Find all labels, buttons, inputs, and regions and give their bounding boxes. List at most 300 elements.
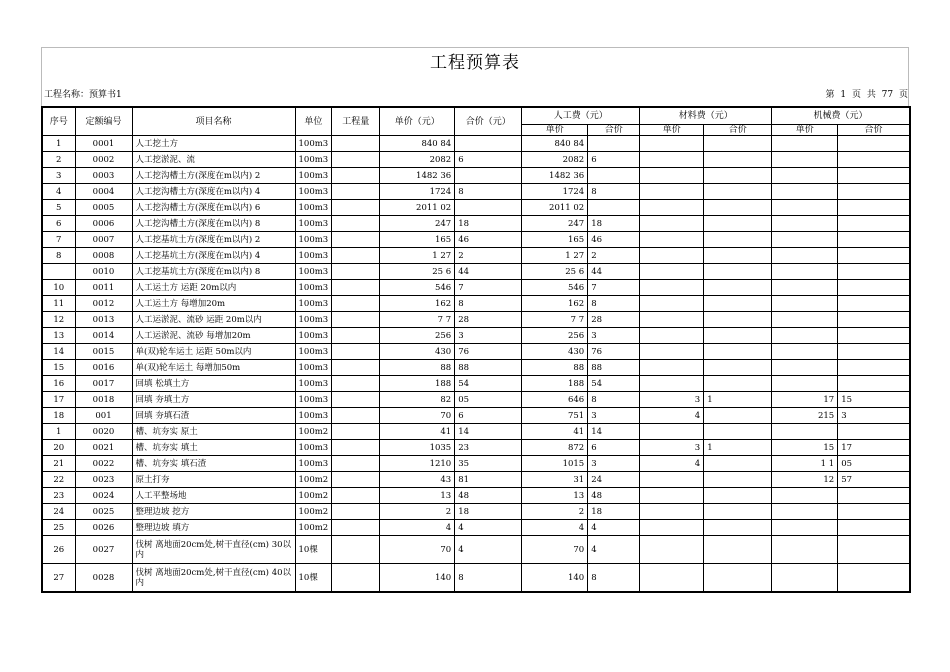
unit-cell: 100m3 <box>295 264 332 280</box>
quantity-cell <box>332 424 380 440</box>
material-unit-cell <box>640 504 704 520</box>
material-unit-cell <box>640 344 704 360</box>
total-cell: 18 <box>455 216 522 232</box>
material-total-cell <box>704 328 772 344</box>
unit-cell: 100m3 <box>295 360 332 376</box>
machine-unit-cell <box>772 296 838 312</box>
table-row <box>42 344 910 360</box>
labor-unit-cell: 7 7 <box>522 312 588 328</box>
machine-unit-cell <box>772 216 838 232</box>
name-cell: 人工挖基坑土方(深度在m以内) 2 <box>132 232 295 248</box>
labor-unit-cell: 2 <box>522 504 588 520</box>
material-unit-cell <box>640 536 704 564</box>
material-unit-cell <box>640 520 704 536</box>
quantity-cell <box>332 392 380 408</box>
unit-price-cell: 1482 36 <box>380 168 455 184</box>
header-row-1 <box>42 107 910 125</box>
machine-unit-cell <box>772 564 838 593</box>
material-unit-cell <box>640 564 704 593</box>
code-cell: 0004 <box>75 184 132 200</box>
unit-cell: 10棵 <box>295 564 332 593</box>
unit-cell: 100m2 <box>295 520 332 536</box>
labor-total-cell: 3 <box>588 456 640 472</box>
total-cell: 8 <box>455 564 522 593</box>
machine-unit-cell <box>772 232 838 248</box>
machine-unit-cell: 1 1 <box>772 456 838 472</box>
machine-total-cell <box>838 504 910 520</box>
unit-price-cell: 70 <box>380 536 455 564</box>
unit-price-cell: 4 <box>380 520 455 536</box>
table-row <box>42 152 910 168</box>
material-unit-cell <box>640 488 704 504</box>
name-cell: 整理边坡 挖方 <box>132 504 295 520</box>
seq-cell: 8 <box>42 248 75 264</box>
quantity-cell <box>332 440 380 456</box>
quantity-cell <box>332 376 380 392</box>
name-cell: 人工运土方 每增加20m <box>132 296 295 312</box>
machine-total-cell: 57 <box>838 472 910 488</box>
table-row <box>42 520 910 536</box>
material-total-cell <box>704 360 772 376</box>
quantity-cell <box>332 264 380 280</box>
labor-unit-cell: 188 <box>522 376 588 392</box>
machine-unit-cell <box>772 280 838 296</box>
labor-total-cell <box>588 136 640 152</box>
labor-unit-cell: 1 27 <box>522 248 588 264</box>
machine-total-cell <box>838 344 910 360</box>
machine-unit-cell <box>772 328 838 344</box>
material-total-cell <box>704 424 772 440</box>
unit-cell: 100m3 <box>295 328 332 344</box>
project-name: 工程名称：预算书1 <box>44 90 122 100</box>
code-cell: 0026 <box>75 520 132 536</box>
quantity-cell <box>332 504 380 520</box>
labor-unit-cell: 13 <box>522 488 588 504</box>
labor-unit-cell: 70 <box>522 536 588 564</box>
table-row <box>42 456 910 472</box>
total-cell: 4 <box>455 536 522 564</box>
header-labor-total: 合价 <box>588 125 640 136</box>
seq-cell: 1 <box>42 424 75 440</box>
header-labor: 人工费（元） <box>522 107 640 125</box>
machine-unit-cell <box>772 376 838 392</box>
material-total-cell <box>704 232 772 248</box>
machine-total-cell <box>838 136 910 152</box>
total-cell: 05 <box>455 392 522 408</box>
table-row <box>42 536 910 564</box>
machine-unit-cell <box>772 184 838 200</box>
unit-cell: 100m3 <box>295 376 332 392</box>
machine-total-cell <box>838 264 910 280</box>
seq-cell: 10 <box>42 280 75 296</box>
material-unit-cell: 4 <box>640 456 704 472</box>
quantity-cell <box>332 360 380 376</box>
code-cell: 0007 <box>75 232 132 248</box>
code-cell: 0027 <box>75 536 132 564</box>
name-cell: 人工挖淤泥、流 <box>132 152 295 168</box>
labor-total-cell: 8 <box>588 392 640 408</box>
table-row <box>42 312 910 328</box>
name-cell: 人工运淤泥、流砂 每增加20m <box>132 328 295 344</box>
labor-unit-cell: 4 <box>522 520 588 536</box>
name-cell: 原土打夯 <box>132 472 295 488</box>
table-row <box>42 184 910 200</box>
code-cell: 0002 <box>75 152 132 168</box>
unit-cell: 100m3 <box>295 296 332 312</box>
material-total-cell <box>704 264 772 280</box>
machine-total-cell <box>838 200 910 216</box>
quantity-cell <box>332 136 380 152</box>
quantity-cell <box>332 472 380 488</box>
total-cell: 2 <box>455 248 522 264</box>
material-total-cell <box>704 136 772 152</box>
name-cell: 人工挖土方 <box>132 136 295 152</box>
material-total-cell: 1 <box>704 440 772 456</box>
name-cell: 人工挖沟槽土方(深度在m以内) 2 <box>132 168 295 184</box>
labor-total-cell: 24 <box>588 472 640 488</box>
table-row <box>42 280 910 296</box>
header-machine-unit: 单价 <box>772 125 838 136</box>
unit-price-cell: 2 <box>380 504 455 520</box>
machine-total-cell <box>838 184 910 200</box>
material-total-cell <box>704 296 772 312</box>
unit-price-cell: 256 <box>380 328 455 344</box>
header-material: 材料费（元） <box>640 107 772 125</box>
total-cell: 76 <box>455 344 522 360</box>
labor-unit-cell: 1724 <box>522 184 588 200</box>
machine-unit-cell <box>772 344 838 360</box>
labor-total-cell: 4 <box>588 520 640 536</box>
material-unit-cell <box>640 264 704 280</box>
name-cell: 人工挖沟槽土方(深度在m以内) 6 <box>132 200 295 216</box>
unit-price-cell: 140 <box>380 564 455 593</box>
code-cell: 0010 <box>75 264 132 280</box>
header-seq: 序号 <box>42 107 75 136</box>
machine-unit-cell: 12 <box>772 472 838 488</box>
material-total-cell <box>704 520 772 536</box>
name-cell: 人工挖基坑土方(深度在m以内) 4 <box>132 248 295 264</box>
seq-cell: 4 <box>42 184 75 200</box>
machine-unit-cell <box>772 488 838 504</box>
labor-total-cell: 8 <box>588 564 640 593</box>
unit-cell: 100m2 <box>295 488 332 504</box>
name-cell: 整理边坡 填方 <box>132 520 295 536</box>
material-total-cell <box>704 184 772 200</box>
total-cell: 48 <box>455 488 522 504</box>
seq-cell: 18 <box>42 408 75 424</box>
machine-total-cell <box>838 248 910 264</box>
code-cell: 0018 <box>75 392 132 408</box>
code-cell: 0016 <box>75 360 132 376</box>
total-cell: 88 <box>455 360 522 376</box>
code-cell: 001 <box>75 408 132 424</box>
machine-total-cell <box>838 328 910 344</box>
machine-total-cell <box>838 488 910 504</box>
machine-total-cell <box>838 376 910 392</box>
seq-cell: 2 <box>42 152 75 168</box>
table-row <box>42 376 910 392</box>
labor-unit-cell: 162 <box>522 296 588 312</box>
material-total-cell <box>704 344 772 360</box>
quantity-cell <box>332 536 380 564</box>
material-unit-cell <box>640 232 704 248</box>
table-row <box>42 248 910 264</box>
code-cell: 0023 <box>75 472 132 488</box>
labor-unit-cell: 1015 <box>522 456 588 472</box>
material-total-cell <box>704 408 772 424</box>
seq-cell: 11 <box>42 296 75 312</box>
unit-price-cell: 1210 <box>380 456 455 472</box>
labor-total-cell: 28 <box>588 312 640 328</box>
unit-cell: 100m3 <box>295 168 332 184</box>
seq-cell: 3 <box>42 168 75 184</box>
seq-cell: 22 <box>42 472 75 488</box>
unit-cell: 100m3 <box>295 344 332 360</box>
labor-unit-cell: 140 <box>522 564 588 593</box>
labor-total-cell: 76 <box>588 344 640 360</box>
quantity-cell <box>332 152 380 168</box>
material-total-cell <box>704 564 772 593</box>
total-cell <box>455 136 522 152</box>
labor-unit-cell: 25 6 <box>522 264 588 280</box>
table-row <box>42 408 910 424</box>
header-code: 定额编号 <box>75 107 132 136</box>
seq-cell: 27 <box>42 564 75 593</box>
machine-total-cell <box>838 424 910 440</box>
unit-price-cell: 247 <box>380 216 455 232</box>
seq-cell: 13 <box>42 328 75 344</box>
quantity-cell <box>332 408 380 424</box>
labor-unit-cell: 430 <box>522 344 588 360</box>
labor-total-cell <box>588 168 640 184</box>
material-unit-cell <box>640 280 704 296</box>
page-title: 工程预算表 <box>430 53 520 73</box>
material-total-cell <box>704 168 772 184</box>
seq-cell: 25 <box>42 520 75 536</box>
table-row <box>42 232 910 248</box>
labor-total-cell: 7 <box>588 280 640 296</box>
total-cell: 35 <box>455 456 522 472</box>
total-cell: 54 <box>455 376 522 392</box>
labor-unit-cell: 41 <box>522 424 588 440</box>
material-unit-cell <box>640 296 704 312</box>
labor-unit-cell: 31 <box>522 472 588 488</box>
code-cell: 0006 <box>75 216 132 232</box>
labor-total-cell: 4 <box>588 536 640 564</box>
quantity-cell <box>332 248 380 264</box>
total-cell <box>455 200 522 216</box>
machine-total-cell <box>838 312 910 328</box>
material-total-cell <box>704 216 772 232</box>
unit-cell: 100m3 <box>295 136 332 152</box>
unit-cell: 100m2 <box>295 504 332 520</box>
labor-total-cell: 2 <box>588 248 640 264</box>
machine-total-cell <box>838 216 910 232</box>
unit-price-cell: 430 <box>380 344 455 360</box>
table-row <box>42 264 910 280</box>
machine-unit-cell <box>772 360 838 376</box>
machine-total-cell <box>838 152 910 168</box>
labor-unit-cell: 2011 02 <box>522 200 588 216</box>
unit-cell: 100m3 <box>295 392 332 408</box>
machine-unit-cell <box>772 520 838 536</box>
unit-cell: 100m3 <box>295 200 332 216</box>
table-row <box>42 200 910 216</box>
quantity-cell <box>332 312 380 328</box>
machine-unit-cell <box>772 136 838 152</box>
name-cell: 槽、坑夯实 填土 <box>132 440 295 456</box>
name-cell: 伐树 离地面20cm处,树干直径(cm) 30以内 <box>132 536 295 564</box>
machine-unit-cell <box>772 424 838 440</box>
name-cell: 人工平整场地 <box>132 488 295 504</box>
seq-cell: 26 <box>42 536 75 564</box>
labor-unit-cell: 1482 36 <box>522 168 588 184</box>
unit-cell: 100m3 <box>295 216 332 232</box>
material-unit-cell <box>640 328 704 344</box>
header-unit-price: 单价（元） <box>380 107 455 136</box>
unit-price-cell: 70 <box>380 408 455 424</box>
material-unit-cell <box>640 168 704 184</box>
quantity-cell <box>332 488 380 504</box>
machine-total-cell <box>838 232 910 248</box>
seq-cell: 24 <box>42 504 75 520</box>
header-machine: 机械费（元） <box>772 107 910 125</box>
seq-cell: 5 <box>42 200 75 216</box>
labor-total-cell: 3 <box>588 408 640 424</box>
table-row <box>42 440 910 456</box>
machine-unit-cell: 17 <box>772 392 838 408</box>
header-unit: 单位 <box>295 107 332 136</box>
unit-price-cell: 13 <box>380 488 455 504</box>
total-cell: 6 <box>455 408 522 424</box>
table-row <box>42 136 910 152</box>
machine-unit-cell: 215 <box>772 408 838 424</box>
code-cell: 0001 <box>75 136 132 152</box>
header-machine-total: 合价 <box>838 125 910 136</box>
code-cell: 0022 <box>75 456 132 472</box>
machine-total-cell: 15 <box>838 392 910 408</box>
material-unit-cell: 3 <box>640 392 704 408</box>
labor-unit-cell: 872 <box>522 440 588 456</box>
header-material-total: 合价 <box>704 125 772 136</box>
seq-cell: 15 <box>42 360 75 376</box>
code-cell: 0008 <box>75 248 132 264</box>
machine-unit-cell <box>772 536 838 564</box>
quantity-cell <box>332 216 380 232</box>
budget-table <box>41 106 911 593</box>
table-row <box>42 328 910 344</box>
seq-cell: 6 <box>42 216 75 232</box>
code-cell: 0024 <box>75 488 132 504</box>
machine-unit-cell <box>772 504 838 520</box>
machine-total-cell <box>838 296 910 312</box>
material-total-cell <box>704 456 772 472</box>
quantity-cell <box>332 328 380 344</box>
unit-price-cell: 2082 <box>380 152 455 168</box>
table-row <box>42 424 910 440</box>
material-unit-cell <box>640 248 704 264</box>
material-unit-cell <box>640 152 704 168</box>
machine-total-cell <box>838 280 910 296</box>
quantity-cell <box>332 280 380 296</box>
unit-cell: 100m3 <box>295 152 332 168</box>
labor-total-cell: 54 <box>588 376 640 392</box>
unit-price-cell: 546 <box>380 280 455 296</box>
unit-price-cell: 1 27 <box>380 248 455 264</box>
labor-total-cell <box>588 200 640 216</box>
material-unit-cell <box>640 136 704 152</box>
name-cell: 单(双)轮车运土 运距 50m以内 <box>132 344 295 360</box>
machine-total-cell: 17 <box>838 440 910 456</box>
name-cell: 回填 夯填石渣 <box>132 408 295 424</box>
labor-total-cell: 6 <box>588 440 640 456</box>
page-info: 第 1 页 共 77 页 <box>825 90 908 100</box>
material-unit-cell <box>640 360 704 376</box>
unit-cell: 100m3 <box>295 280 332 296</box>
seq-cell: 1 <box>42 136 75 152</box>
table-row <box>42 392 910 408</box>
unit-price-cell: 7 7 <box>380 312 455 328</box>
total-cell: 81 <box>455 472 522 488</box>
seq-cell: 12 <box>42 312 75 328</box>
table-row <box>42 564 910 593</box>
labor-unit-cell: 646 <box>522 392 588 408</box>
code-cell: 0003 <box>75 168 132 184</box>
quantity-cell <box>332 184 380 200</box>
material-total-cell <box>704 472 772 488</box>
unit-cell: 100m3 <box>295 440 332 456</box>
unit-price-cell: 840 84 <box>380 136 455 152</box>
code-cell: 0013 <box>75 312 132 328</box>
seq-cell: 7 <box>42 232 75 248</box>
unit-price-cell: 43 <box>380 472 455 488</box>
name-cell: 回填 松填土方 <box>132 376 295 392</box>
quantity-cell <box>332 232 380 248</box>
name-cell: 人工挖沟槽土方(深度在m以内) 4 <box>132 184 295 200</box>
material-total-cell: 1 <box>704 392 772 408</box>
quantity-cell <box>332 168 380 184</box>
unit-price-cell: 188 <box>380 376 455 392</box>
labor-unit-cell: 2082 <box>522 152 588 168</box>
total-cell: 4 <box>455 520 522 536</box>
seq-cell: 21 <box>42 456 75 472</box>
material-unit-cell <box>640 376 704 392</box>
name-cell: 人工运土方 运距 20m以内 <box>132 280 295 296</box>
unit-cell: 100m2 <box>295 424 332 440</box>
unit-price-cell: 88 <box>380 360 455 376</box>
material-total-cell <box>704 376 772 392</box>
seq-cell: 23 <box>42 488 75 504</box>
table-row <box>42 216 910 232</box>
name-cell: 人工运淤泥、流砂 运距 20m以内 <box>132 312 295 328</box>
labor-total-cell: 3 <box>588 328 640 344</box>
labor-total-cell: 18 <box>588 216 640 232</box>
material-unit-cell: 4 <box>640 408 704 424</box>
total-cell: 28 <box>455 312 522 328</box>
code-cell: 0028 <box>75 564 132 593</box>
machine-total-cell <box>838 564 910 593</box>
total-cell: 18 <box>455 504 522 520</box>
total-cell: 3 <box>455 328 522 344</box>
material-total-cell <box>704 536 772 564</box>
unit-cell: 100m2 <box>295 472 332 488</box>
unit-price-cell: 165 <box>380 232 455 248</box>
header-material-unit: 单价 <box>640 125 704 136</box>
code-cell: 0020 <box>75 424 132 440</box>
code-cell: 0025 <box>75 504 132 520</box>
name-cell: 人工挖沟槽土方(深度在m以内) 8 <box>132 216 295 232</box>
seq-cell: 20 <box>42 440 75 456</box>
